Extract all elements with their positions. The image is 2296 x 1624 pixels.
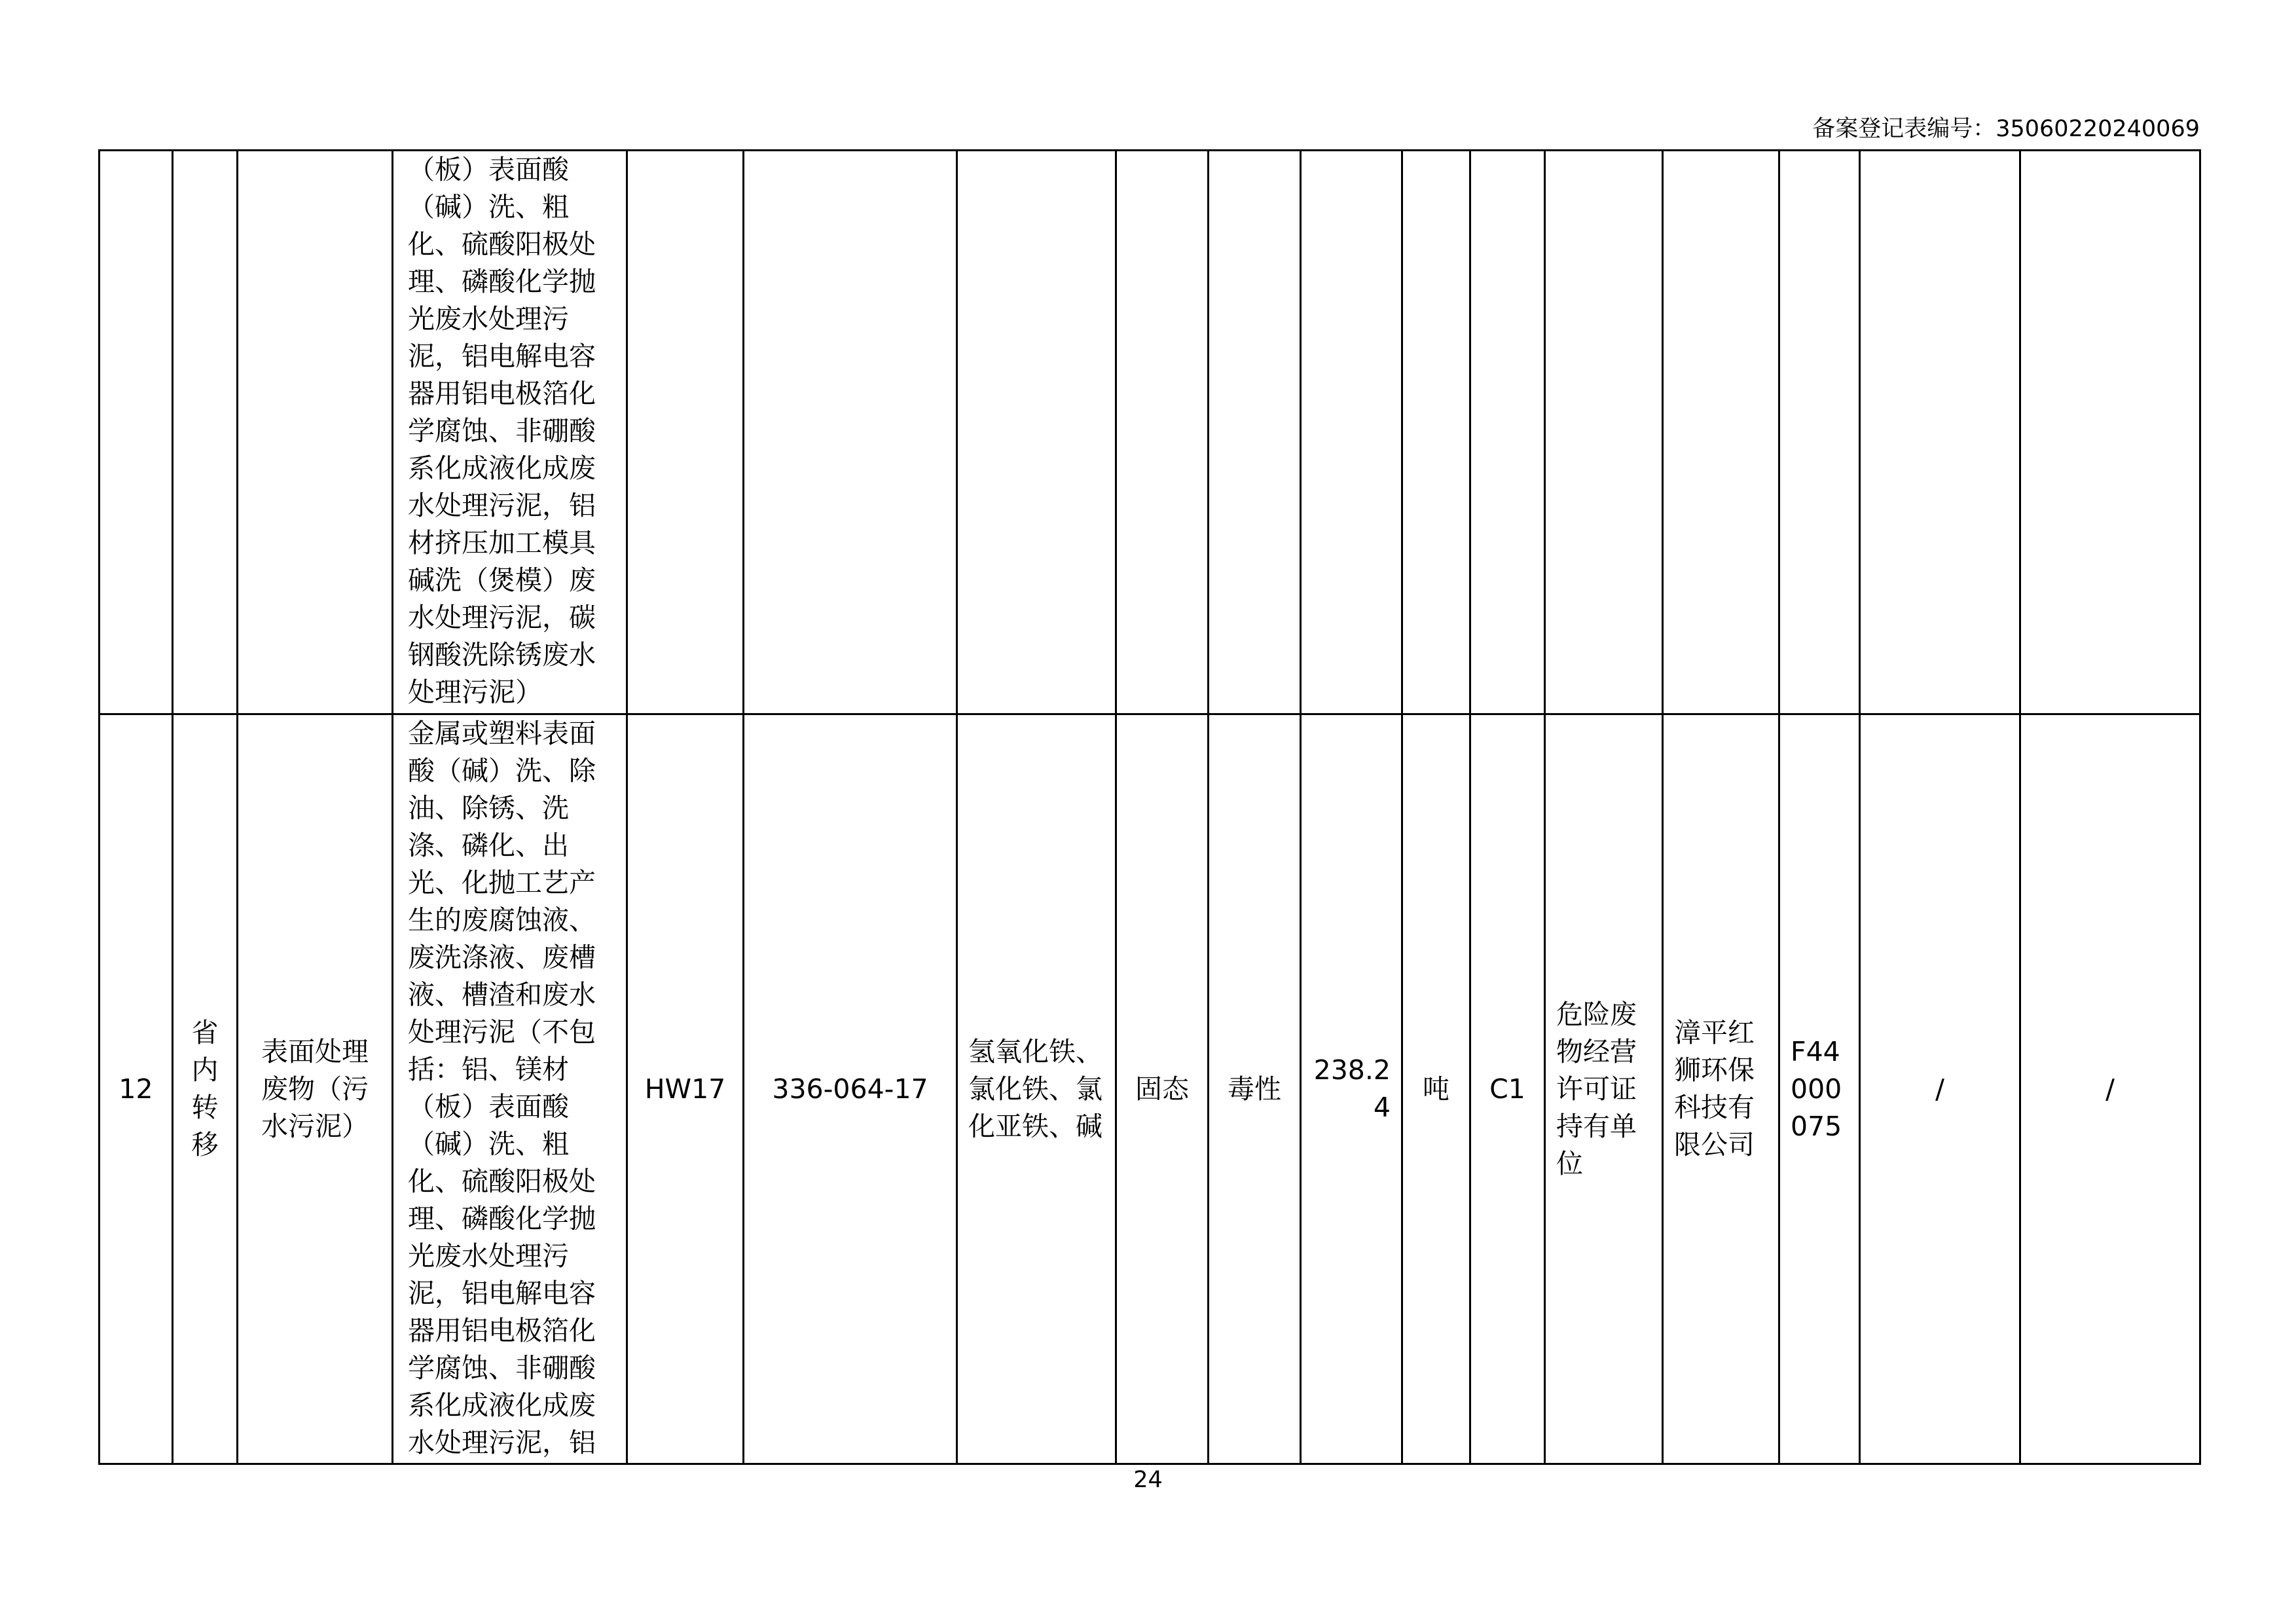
cell-source-description: 金属或塑料表面酸（碱）洗、除油、除锈、洗涤、磷化、出光、化抛工艺产生的废腐蚀液、废洗涤液、废槽液、槽渣和废水处理污泥（不包括：铝、镁材（板）表面酸（碱）洗、粗化、硫酸阳极处理、磷酸化学抛光废水处理污泥，铝电解电容器用铝电极箔化学腐蚀、非硼酸系化成液化成废水处理污泥，铝 — [393, 714, 627, 1464]
cell-quantity: 238.24 — [1301, 714, 1402, 1464]
cell-hazardous-component: 氢氧化铁、氯化铁、氯化亚铁、碱 — [957, 714, 1116, 1464]
waste-transfer-table — [98, 149, 2201, 1465]
cell-seq — [100, 151, 173, 714]
cell-quantity — [1301, 151, 1402, 714]
cell-transfer-type: 省内转移 — [173, 714, 238, 1464]
cell-code: 336-064-17 — [744, 714, 957, 1464]
cell-col-16: / — [2020, 714, 2200, 1464]
cell-license-no — [1779, 151, 1860, 714]
cell-receiver-name: 漳平红狮环保科技有限公司 — [1663, 714, 1779, 1464]
cell-source-description: （板）表面酸（碱）洗、粗化、硫酸阳极处理、磷酸化学抛光废水处理污泥，铝电解电容器用铝电极箔化学腐蚀、非硼酸系化成液化成废水处理污泥，铝材挤压加工模具碱洗（煲模）废水处理污泥，碳钢酸洗除锈废水处理污泥） — [393, 151, 627, 714]
cell-hazardous-component — [957, 151, 1116, 714]
table-row-continuation — [100, 151, 2200, 714]
cell-unit: 吨 — [1402, 714, 1470, 1464]
cell-seq: 12 — [100, 714, 173, 1464]
cell-col-15: / — [1860, 714, 2020, 1464]
cell-license-no: F44000075 — [1779, 714, 1860, 1464]
cell-unit — [1402, 151, 1470, 714]
cell-col-15 — [1860, 151, 2020, 714]
cell-transfer-type — [173, 151, 238, 714]
cell-method: C1 — [1470, 714, 1545, 1464]
cell-hazard-property — [1209, 151, 1301, 714]
cell-receiver-name — [1663, 151, 1779, 714]
cell-category: HW17 — [627, 714, 744, 1464]
cell-hazard-property: 毒性 — [1209, 714, 1301, 1464]
cell-form: 固态 — [1116, 714, 1209, 1464]
page-number: 24 — [1133, 1467, 1163, 1493]
cell-method — [1470, 151, 1545, 714]
cell-form — [1116, 151, 1209, 714]
cell-code — [744, 151, 957, 714]
cell-waste-name — [238, 151, 393, 714]
table-row-12 — [100, 714, 2200, 1464]
record-number: 备案登记表编号：35060220240069 — [1812, 116, 2200, 142]
cell-receiver-type — [1545, 151, 1663, 714]
cell-receiver-type: 危险废物经营许可证持有单位 — [1545, 714, 1663, 1464]
cell-col-16 — [2020, 151, 2200, 714]
cell-category — [627, 151, 744, 714]
cell-waste-name: 表面处理废物（污水污泥） — [238, 714, 393, 1464]
